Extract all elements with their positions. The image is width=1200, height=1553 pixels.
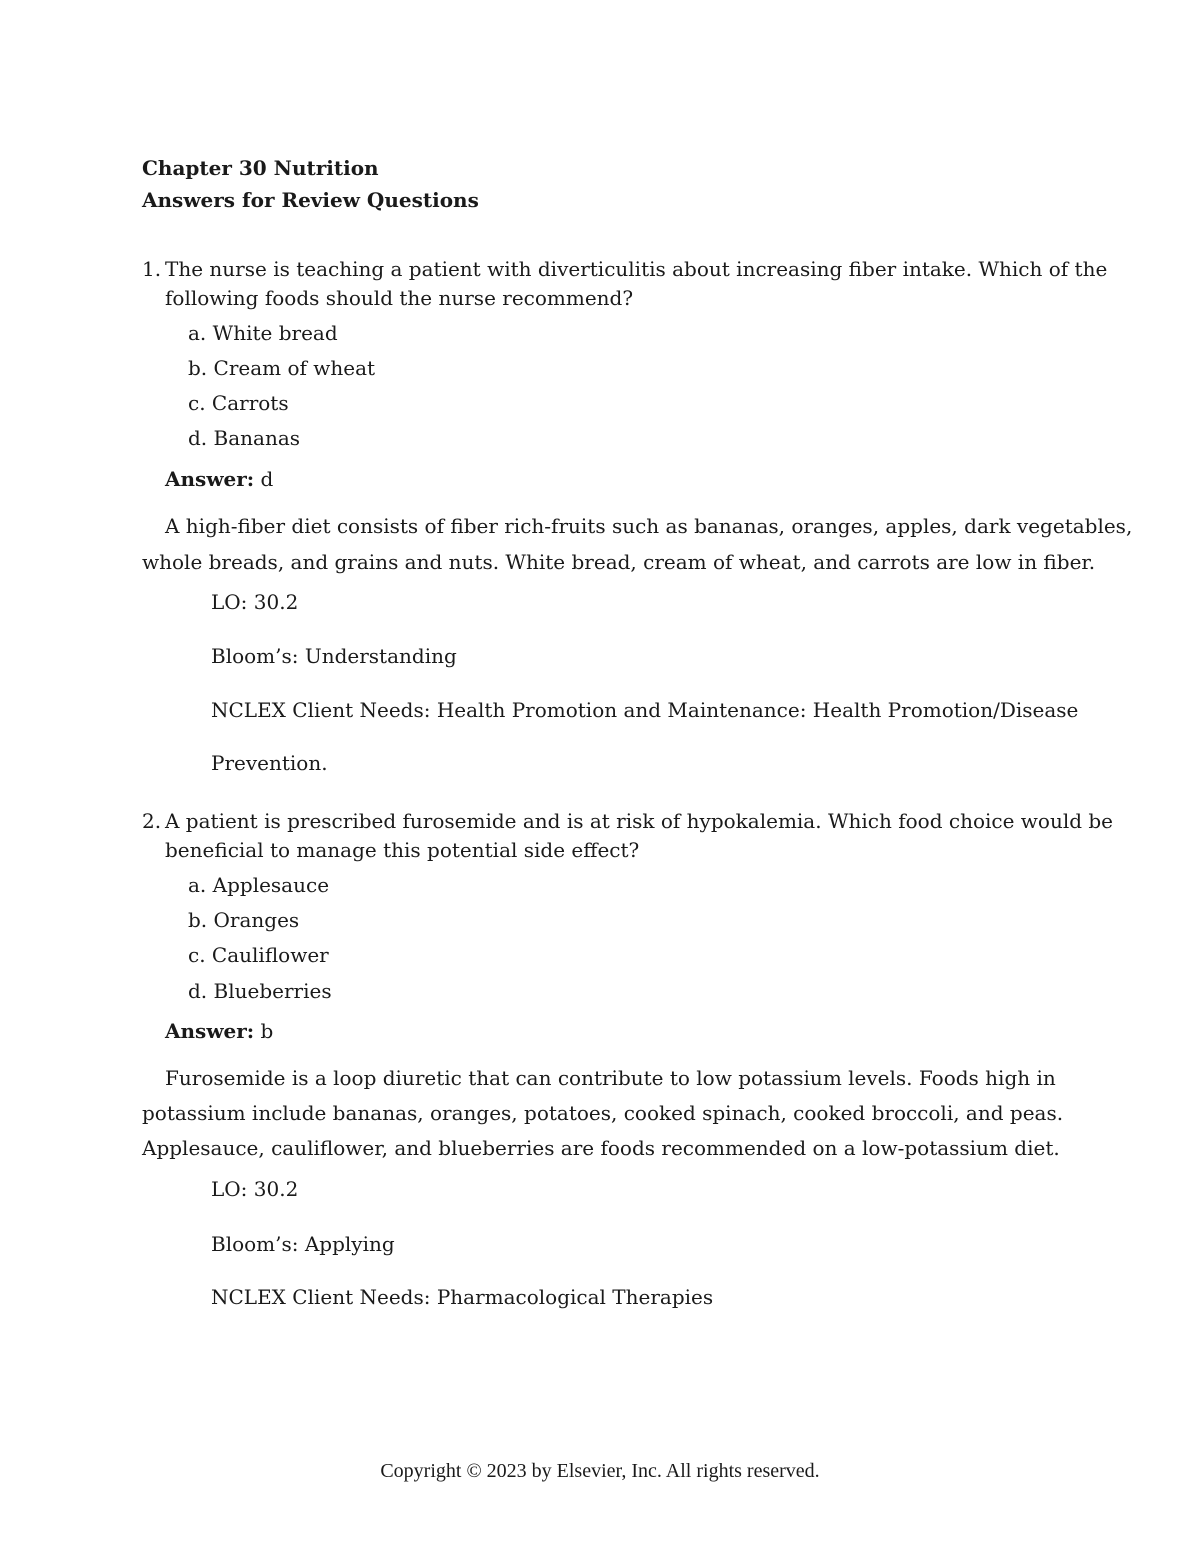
rationale-line: Furosemide is a loop diuretic that can contribute to low potassium levels. Foods high in <box>165 1066 1056 1090</box>
answer-option: b. Cream of wheat <box>188 356 376 380</box>
answer-option: a. White bread <box>188 321 338 345</box>
nclex-client-needs-cont: Prevention. <box>211 751 328 775</box>
answer-option: c. Cauliflower <box>188 943 329 967</box>
learning-objective: LO: 30.2 <box>211 590 299 614</box>
nclex-client-needs: NCLEX Client Needs: Pharmacological Therapies <box>211 1285 714 1309</box>
answer-option: b. Oranges <box>188 908 300 932</box>
blooms-level: Bloom’s: Applying <box>211 1232 395 1256</box>
nclex-client-needs: NCLEX Client Needs: Health Promotion and Maintenance: Health Promotion/Disease <box>211 698 1079 722</box>
rationale-line: Applesauce, cauliflower, and blueberries are foods recommended on a low-potassium diet. <box>142 1136 1060 1160</box>
answer-value: b <box>260 1019 274 1043</box>
question-number: 1. <box>142 257 162 281</box>
answer-value: d <box>260 467 274 491</box>
section-subtitle: Answers for Review Questions <box>142 188 479 212</box>
question-stem-line: beneficial to manage this potential side effect? <box>165 838 640 862</box>
blooms-level: Bloom’s: Understanding <box>211 644 457 668</box>
question-stem-line: following foods should the nurse recommend? <box>165 286 634 310</box>
answer-label: Answer: <box>165 467 255 491</box>
rationale-line: whole breads, and grains and nuts. White bread, cream of wheat, and carrots are low in fiber. <box>142 550 1096 574</box>
question-number: 2. <box>142 809 162 833</box>
answer-label: Answer: <box>165 1019 255 1043</box>
answer-line <box>165 1019 273 1043</box>
rationale-line: A high-fiber diet consists of fiber rich-fruits such as bananas, oranges, apples, dark vegetables, <box>165 514 1133 538</box>
chapter-title: Chapter 30 Nutrition <box>142 156 379 180</box>
learning-objective: LO: 30.2 <box>211 1177 299 1201</box>
answer-option: c. Carrots <box>188 391 289 415</box>
question-stem-line: The nurse is teaching a patient with diverticulitis about increasing fiber intake. Which of the <box>165 257 1108 281</box>
answer-option: d. Bananas <box>188 426 301 450</box>
copyright-footer: Copyright © 2023 by Elsevier, Inc. All rights reserved. <box>380 1460 820 1482</box>
answer-option: d. Blueberries <box>188 979 332 1003</box>
question-stem-line: A patient is prescribed furosemide and is at risk of hypokalemia. Which food choice would be <box>165 809 1114 833</box>
rationale-line: potassium include bananas, oranges, potatoes, cooked spinach, cooked broccoli, and peas. <box>142 1101 1064 1125</box>
answer-line <box>165 467 273 491</box>
answer-option: a. Applesauce <box>188 873 330 897</box>
